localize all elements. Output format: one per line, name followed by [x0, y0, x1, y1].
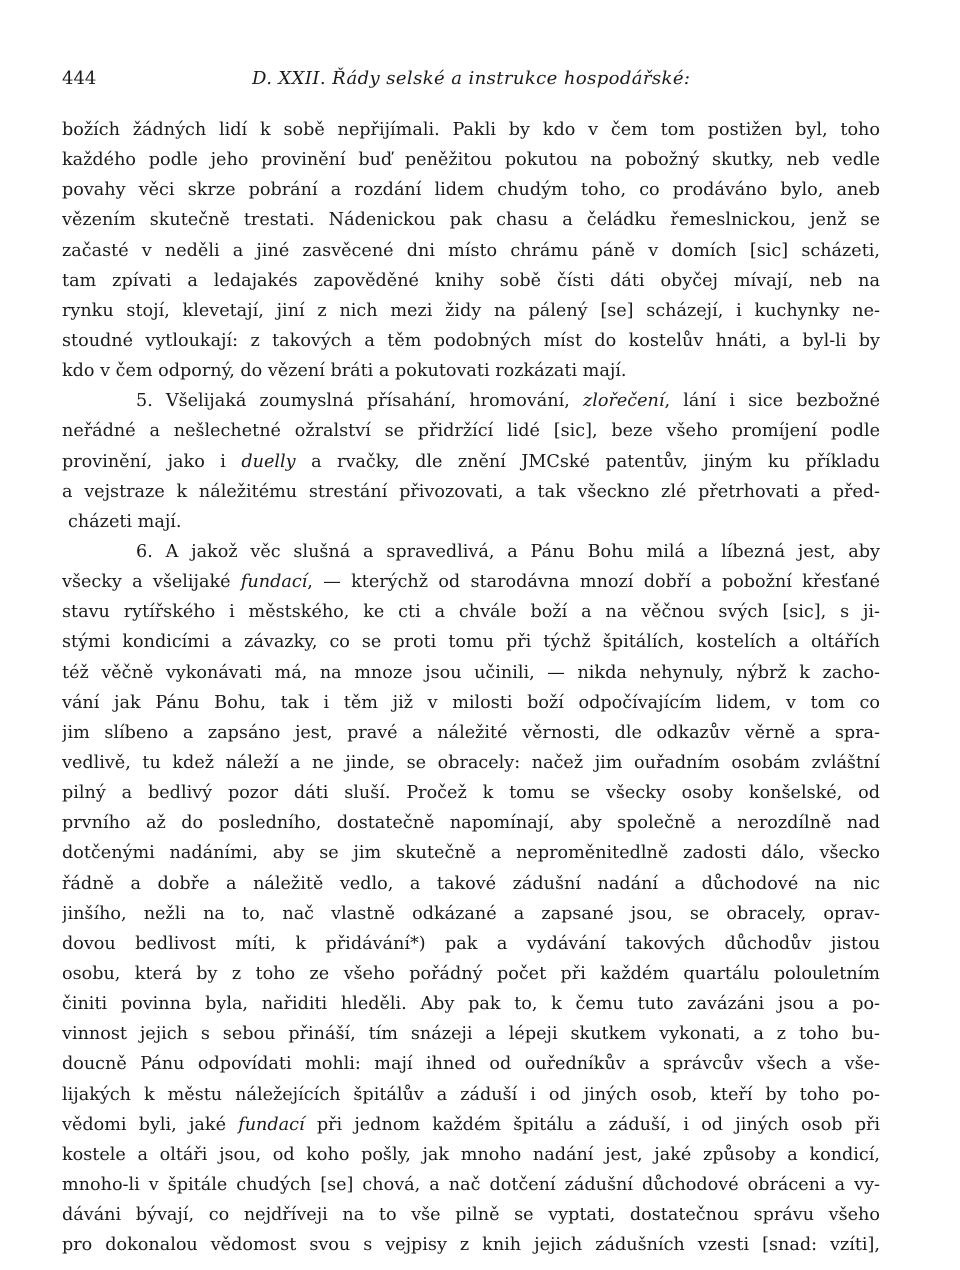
text-line: mnoho-li v špitále chudých [se] chová, a nač dotčení zádušní důchodové obráceni a vy- [62, 1174, 880, 1195]
text-line: dovou bedlivost míti, k přidávání*) pak a vydávání takových důchodův jistou [62, 933, 880, 954]
text-line: jinšího, nežli na to, nač vlastně odkázané a zapsané jsou, se obracely, oprav- [62, 903, 880, 924]
paragraph-start-line: 5. Všelijaká zoumyslná přísahání, hromování, zlořečení, lání i sice bezbožné [136, 391, 880, 412]
text-line: kostele a oltáři jsou, od koho pošly, jak mnoho nadání jest, jaké způsoby a kondicí, [62, 1144, 880, 1165]
text-line: prvního až do posledního, dostatečně napomínají, aby společně a nerozdílně nad [62, 813, 880, 834]
text-line: cházeti mají. [68, 511, 182, 532]
text-line: pilný a bedlivý pozor dáti sluší. Pročež k tomu se všecky osoby konšelské, od [62, 783, 880, 804]
text-line: neřádné a nešlechetné ožralství se přidržící lidé [sic], beze všeho promíjení podle [62, 421, 880, 442]
text-line: rynku stojí, klevetají, jiní z nich mezi židy na pálený [se] scházejí, i kuchynky ne- [62, 300, 880, 321]
text-line: dotčenými nadáními, aby se jim skutečně a neproměnitedlně zadosti dálo, všecko [62, 843, 880, 864]
text-line: dáváni bývají, co nejdříveji na to vše pilně se vyptati, dostatečnou správu všeho [62, 1205, 880, 1226]
text-line: povahy věci skrze pobrání a rozdání lidem chudým toho, co prodáváno bylo, aneb [62, 180, 880, 201]
running-head: D. XXII. Řády selské a instrukce hospodářské: [252, 68, 691, 89]
text-line: činiti povinna byla, nařiditi hleděli. Aby pak to, k čemu tuto zavázáni jsou a po- [62, 994, 880, 1015]
text-line: stavu rytířského i městského, ke cti a chvále boží a na věčnou svých [sic], s ji- [62, 602, 880, 623]
text-line: vězením skutečně trestati. Nádenickou pak chasu a čeládku řemeslnickou, jenž se [62, 210, 880, 231]
text-line: též věčně vykonávati má, na mnoze jsou učinili, — nikda nehynuly, nýbrž k zacho- [62, 662, 880, 683]
text-line: božích žádných lidí k sobě nepřijímali. Pakli by kdo v čem tom postižen byl, toho [62, 120, 880, 140]
text-line: kdo v čem odporný, do vězení bráti a pokutovati rozkázati mají. [62, 361, 627, 382]
text-line: provinění, jako i duelly a rvačky, dle znění JMCské patentův, jiným ku příkladu [62, 451, 880, 472]
text-line: jim slíbeno a zapsáno jest, pravé a náležité věrnosti, dle odkazův věrně a spra- [62, 722, 880, 743]
body-text [62, 115, 880, 1260]
page-number: 444 [62, 68, 97, 89]
text-line: lijakých k městu náležejících špitálův a záduší i od jiných osob, kteří by toho po- [62, 1084, 880, 1105]
text-line: každého podle jeho provinění buď peněžitou pokutou na pobožný skutky, neb vedle [62, 150, 880, 171]
paragraph-start-line: 6. A jakož věc slušná a spravedlivá, a Pánu Bohu milá a líbezná jest, aby [136, 541, 880, 562]
text-line: vedlivě, tu kdež náleží a ne jinde, se obracely: načež jim ouřadním osobám zvláštní [62, 752, 880, 773]
text-line: stoudné vytloukají: z takových a těm podobných míst do kostelův hnáti, a byl-li by [62, 330, 880, 351]
text-line: začasté v neděli a jiné zasvěcené dni místo chrámu páně v domích [sic] scházeti, [62, 240, 880, 261]
text-line: vání jak Pánu Bohu, tak i těm již v milosti boží odpočívajícím lidem, v tom co [62, 692, 880, 713]
text-line: všecky a všelijaké fundací, — kterýchž od starodávna mnozí dobří a pobožní křesťané [62, 572, 880, 593]
text-line: vinnost jejich s sebou přináší, tím snázeji a lépeji skutkem vykonati, a z toho bu- [62, 1024, 880, 1045]
text-line: stými kondicími a závazky, co se proti tomu při týchž špitálích, kostelích a oltářích [62, 632, 880, 653]
text-line: osobu, která by z toho ze všeho pořádný počet při každém quartálu polouletním [62, 963, 880, 984]
text-line: tam zpívati a ledajakés zapověděné knihy sobě čísti dáti obyčej mívají, neb na [62, 270, 880, 291]
page-header [62, 68, 880, 98]
text-line: pro dokonalou vědomost svou s vejpisy z knih jejich zádušních vzesti [snad: vzíti], [62, 1235, 880, 1256]
text-line: doucně Pánu odpovídati mohli: mají ihned od ouředníkův a správcův všech a vše- [62, 1054, 880, 1075]
text-line: vědomi byli, jaké fundací při jednom každém špitálu a záduší, i od jiných osob při [62, 1114, 880, 1135]
text-line: řádně a dobře a náležitě vedlo, a takové zádušní nadání a důchodové na nic [62, 873, 880, 894]
text-line: a vejstraze k náležitému strestání přivozovati, a tak všeckno zlé přetrhovati a před- [62, 481, 880, 502]
